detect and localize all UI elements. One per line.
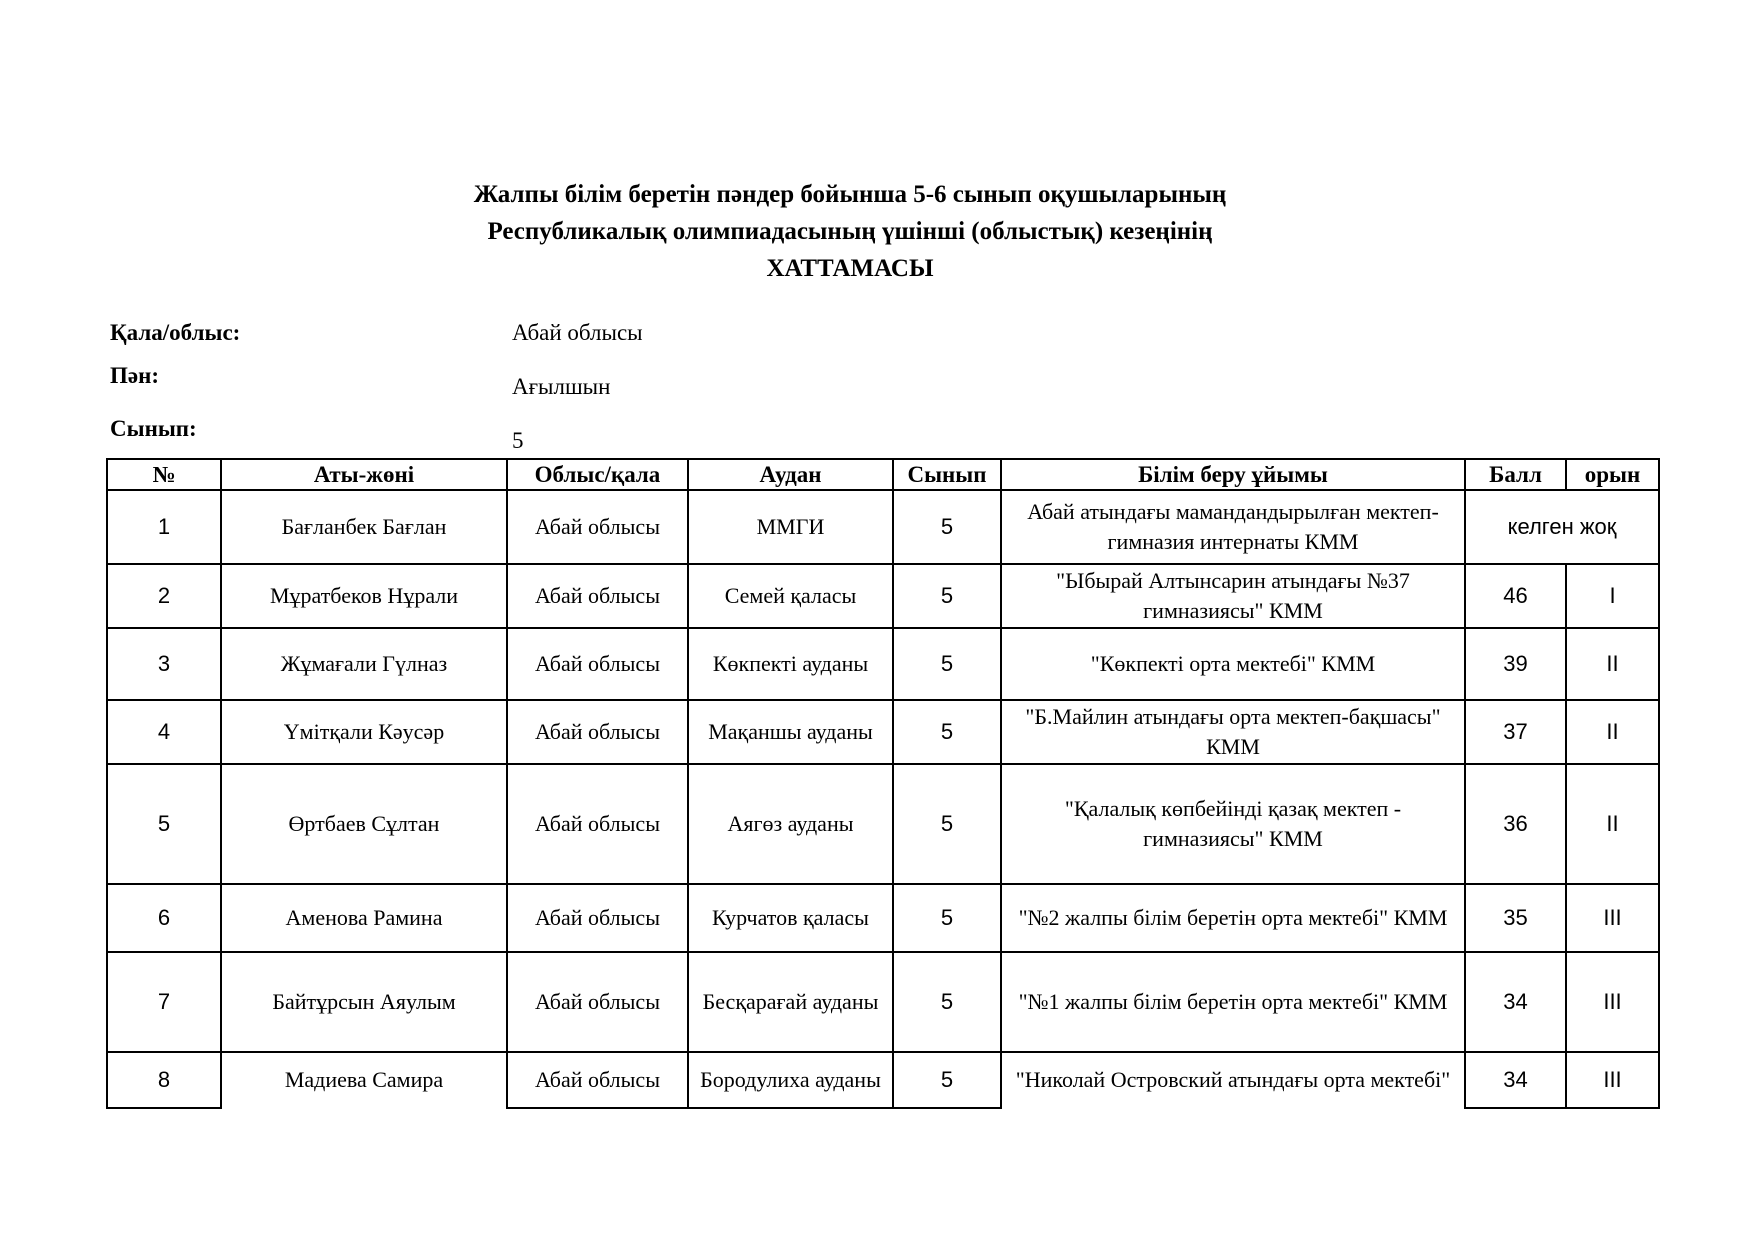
cell-region: Абай облысы <box>507 564 688 628</box>
cell-num: 6 <box>107 884 221 952</box>
cell-num: 3 <box>107 628 221 700</box>
cell-grade: 5 <box>893 490 1001 564</box>
cell-score: 37 <box>1465 700 1566 764</box>
header-grade: Сынып <box>893 459 1001 490</box>
cell-organization: Абай атындағы мамандандырылған мектеп-гимназия интернаты КММ <box>1001 490 1465 564</box>
cell-score: 35 <box>1465 884 1566 952</box>
cell-num: 2 <box>107 564 221 628</box>
cell-num: 5 <box>107 764 221 884</box>
cell-grade: 5 <box>893 564 1001 628</box>
cell-name: Байтұрсын Аяулым <box>221 952 507 1052</box>
cell-organization: "№2 жалпы білім беретін орта мектебі" КММ <box>1001 884 1465 952</box>
cell-organization: "Көкпекті орта мектебі" КММ <box>1001 628 1465 700</box>
cell-region: Абай облысы <box>507 884 688 952</box>
table-row <box>107 564 1659 628</box>
cell-district: Аягөз ауданы <box>688 764 893 884</box>
table-row <box>107 884 1659 952</box>
cell-organization: "Ыбырай Алтынсарин атындағы №37 гимназиясы" КММ <box>1001 564 1465 628</box>
cell-district: Мақаншы ауданы <box>688 700 893 764</box>
cell-grade: 5 <box>893 1052 1001 1108</box>
cell-score: 39 <box>1465 628 1566 700</box>
table-row <box>107 952 1659 1052</box>
results-table <box>106 458 1660 1109</box>
cell-place: II <box>1566 764 1659 884</box>
header-place: орын <box>1566 459 1659 490</box>
cell-district: Бородулиха ауданы <box>688 1052 893 1108</box>
header-num: № <box>107 459 221 490</box>
cell-district: Семей қаласы <box>688 564 893 628</box>
cell-score: 36 <box>1465 764 1566 884</box>
cell-district: Курчатов қаласы <box>688 884 893 952</box>
table-row <box>107 764 1659 884</box>
grade-value: 5 <box>512 428 524 453</box>
cell-region: Абай облысы <box>507 628 688 700</box>
cell-region: Абай облысы <box>507 700 688 764</box>
cell-name: Жұмағали Гүлназ <box>221 628 507 700</box>
cell-district: ММГИ <box>688 490 893 564</box>
cell-place: II <box>1566 628 1659 700</box>
cell-place: III <box>1566 1052 1659 1108</box>
cell-name: Мадиева Самира <box>221 1052 507 1108</box>
cell-organization: "Николай Островский атындағы орта мектебі" <box>1001 1052 1465 1108</box>
table-row <box>107 1052 1659 1108</box>
cell-name: Үмітқали Кәусәр <box>221 700 507 764</box>
grade-label: Сынып: <box>110 416 197 441</box>
cell-absent: келген жоқ <box>1465 490 1659 564</box>
region-label: Қала/облыс: <box>110 320 241 345</box>
cell-score: 34 <box>1465 952 1566 1052</box>
cell-num: 7 <box>107 952 221 1052</box>
cell-score: 34 <box>1465 1052 1566 1108</box>
header-score: Балл <box>1465 459 1566 490</box>
cell-grade: 5 <box>893 884 1001 952</box>
cell-name: Бағланбек Бағлан <box>221 490 507 564</box>
subject-label: Пән: <box>110 363 160 388</box>
subject-value: Ағылшын <box>512 374 611 399</box>
cell-district: Көкпекті ауданы <box>688 628 893 700</box>
cell-region: Абай облысы <box>507 952 688 1052</box>
cell-organization: "Қалалық көпбейінді қазақ мектеп - гимназиясы" КММ <box>1001 764 1465 884</box>
cell-name: Мұратбеков Нұрали <box>221 564 507 628</box>
cell-grade: 5 <box>893 628 1001 700</box>
cell-organization: "№1 жалпы білім беретін орта мектебі" КММ <box>1001 952 1465 1052</box>
cell-place: I <box>1566 564 1659 628</box>
table-row <box>107 628 1659 700</box>
cell-place: III <box>1566 884 1659 952</box>
cell-grade: 5 <box>893 700 1001 764</box>
cell-num: 4 <box>107 700 221 764</box>
cell-organization: "Б.Майлин атындағы орта мектеп-бақшасы" КММ <box>1001 700 1465 764</box>
header-region: Облыс/қала <box>507 459 688 490</box>
cell-grade: 5 <box>893 764 1001 884</box>
table-row <box>107 700 1659 764</box>
cell-region: Абай облысы <box>507 1052 688 1108</box>
title-line-1: Жалпы білім беретін пәндер бойынша 5-6 сынып оқушыларының <box>473 181 1227 208</box>
cell-name: Аменова Рамина <box>221 884 507 952</box>
title-line-2: Республикалық олимпиадасының үшінші (облыстық) кезеңінің <box>487 218 1213 245</box>
cell-region: Абай облысы <box>507 764 688 884</box>
cell-num: 1 <box>107 490 221 564</box>
cell-region: Абай облысы <box>507 490 688 564</box>
header-district: Аудан <box>688 459 893 490</box>
cell-name: Өртбаев Сұлтан <box>221 764 507 884</box>
cell-grade: 5 <box>893 952 1001 1052</box>
table-row <box>107 490 1659 564</box>
table-header-row <box>107 459 1659 490</box>
cell-score: 46 <box>1465 564 1566 628</box>
header-organization: Білім беру ұйымы <box>1001 459 1465 490</box>
cell-place: II <box>1566 700 1659 764</box>
cell-num: 8 <box>107 1052 221 1108</box>
header-name: Аты-жөні <box>221 459 507 490</box>
cell-place: III <box>1566 952 1659 1052</box>
cell-district: Бесқарағай ауданы <box>688 952 893 1052</box>
title-line-3: ХАТТАМАСЫ <box>766 255 934 282</box>
region-value: Абай облысы <box>512 320 643 345</box>
document-title <box>300 176 1400 287</box>
